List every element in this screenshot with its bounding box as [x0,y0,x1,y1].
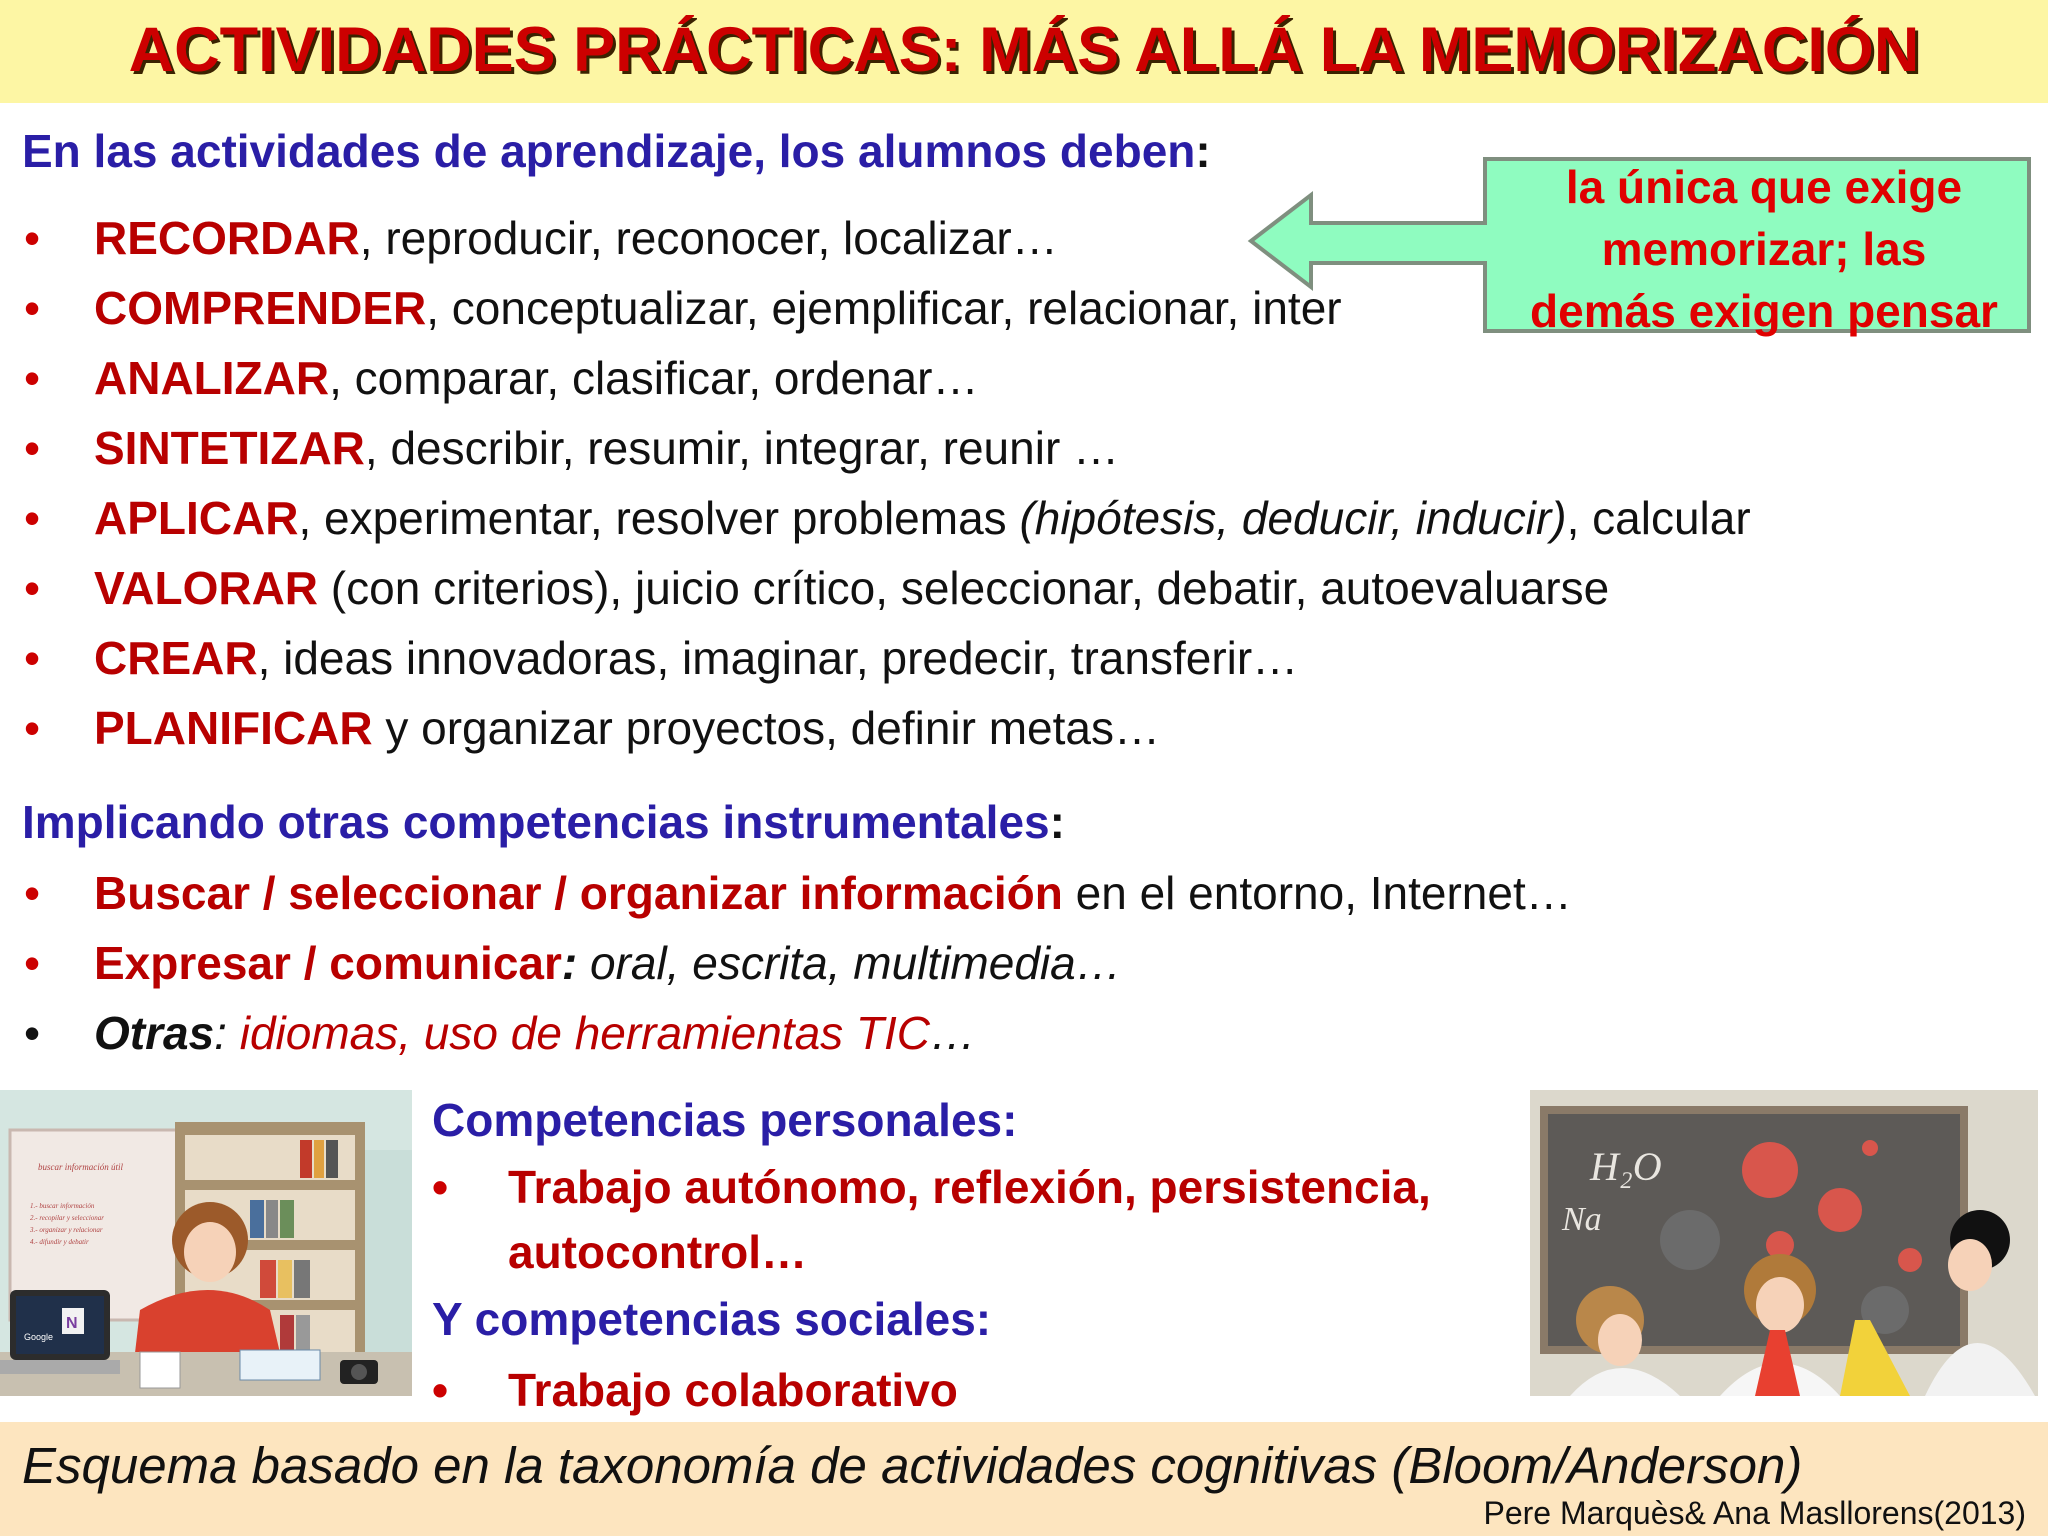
item-text-tail: , calcular [1566,492,1751,544]
student-face [184,1222,236,1282]
heading-text: Y competencias sociales [432,1293,976,1345]
board-symbol: Na [1562,1201,1602,1238]
list-item-social [432,1363,958,1417]
book [294,1260,310,1298]
book [260,1260,276,1298]
item-text: Trabajo autónomo, reflexión, persistencia, [508,1161,1431,1213]
heading-text: Competencias personales [432,1094,1003,1146]
item-colon: : [214,1007,227,1059]
laptop-screen-text: Google [24,1332,54,1342]
callout-line-3: demás exigen pensar [1530,285,1998,337]
list-item-expresar [24,936,1122,990]
board-circle [1818,1188,1862,1232]
item-text: en el entorno, Internet… [1062,867,1572,919]
book [300,1140,312,1178]
list-item-crear [24,631,1299,685]
keyword: VALORAR [94,562,319,614]
item-italic-text: (hipótesis, deducir, inducir) [1019,492,1567,544]
book [266,1200,278,1238]
list-item-otras [24,1006,977,1060]
list-item-comprender [24,281,1342,335]
heading-colon: : [975,1293,992,1345]
board-line: 3.- organizar y relacionar [30,1226,103,1234]
item-tail: … [930,1007,977,1059]
item-text: , comparar, clasificar, ordenar… [329,352,979,404]
app-letter: N [66,1315,78,1332]
slide-title: ACTIVIDADES PRÁCTICAS: MÁS ALLÁ LA MEMORIZACIÓN [128,15,1920,85]
item-text: , conceptualizar, ejemplificar, relacionar, inter [426,282,1342,334]
list-item-planificar [24,701,1160,755]
footer-credit: Pere Marquès& Ana Masllorens(2013) [1483,1495,2026,1531]
book [314,1140,324,1178]
book [280,1315,294,1353]
keyword: PLANIFICAR [94,702,373,754]
student-mid-face [1756,1277,1804,1333]
board-circle [1898,1248,1922,1272]
board-line: 1.- buscar información [30,1202,95,1210]
laptop-base [0,1360,120,1374]
heading-text: En las actividades de aprendizaje, los alumnos deben [22,125,1196,177]
lab-students-illustration [1530,1090,2038,1396]
book [280,1200,294,1238]
bullet: • [24,352,41,404]
list-item-recordar [24,211,1058,265]
keyword: Otras [94,1007,215,1059]
bullet: • [24,937,41,989]
callout-line-1: la única que exige [1565,161,1963,213]
bullet: • [24,1007,41,1059]
item-text: , describir, resumir, integrar, reunir … [364,422,1120,474]
keyword: COMPRENDER [94,282,427,334]
bullet: • [432,1364,449,1416]
notebook [140,1352,180,1388]
section-heading-instrumental [22,795,1065,849]
student-left-face [1598,1314,1642,1366]
callout-line-2: memorizar; las [1601,223,1927,275]
bullet: • [24,632,41,684]
section-heading-activities [22,124,1211,178]
keyword: CREAR [94,632,258,684]
board-line: 2.- recopilar y seleccionar [30,1214,104,1222]
list-item-personal [432,1160,1431,1214]
student-study-illustration [0,1090,412,1396]
section-heading-personal [432,1093,1017,1147]
item-text: Trabajo colaborativo [508,1364,958,1416]
list-item-personal-cont: autocontrol… [508,1226,807,1278]
item-text: (con criterios), juicio crítico, seleccionar, debatir, autoevaluarse [318,562,1610,614]
keyword: RECORDAR [94,212,360,264]
keyword: Buscar / seleccionar / organizar información [94,867,1063,919]
item-text: , reproducir, reconocer, localizar… [359,212,1058,264]
book [250,1200,264,1238]
item-text: y organizar proyectos, definir metas… [372,702,1160,754]
heading-colon: : [1195,125,1211,177]
section-heading-social [432,1292,991,1346]
item-text: idiomas, uso de herramientas TIC [226,1007,931,1059]
board-line: 4.- difundir y debatir [30,1238,89,1246]
board-formula: H₂O [1590,1144,1662,1189]
bullet: • [24,492,41,544]
callout-text [1480,156,2048,342]
item-colon: : [561,937,578,989]
laptop-screen [16,1296,104,1354]
item-text: , ideas innovadoras, imaginar, predecir, transferir… [257,632,1299,684]
keyword: Expresar / comunicar [94,937,562,989]
open-book [240,1350,320,1380]
board-title: buscar información útil [38,1162,123,1172]
keyword: ANALIZAR [94,352,330,404]
book [278,1260,292,1298]
keyword: SINTETIZAR [94,422,365,474]
heading-colon: : [1049,796,1065,848]
heading-colon: : [1002,1094,1018,1146]
bullet: • [24,282,41,334]
item-text: oral, escrita, multimedia… [577,937,1122,989]
list-item-analizar [24,351,979,405]
list-item-sintetizar [24,421,1120,475]
list-item-valorar [24,561,1610,615]
board-circle [1862,1140,1878,1156]
list-item-aplicar [24,491,1751,545]
student-right-face [1948,1239,1992,1291]
book [326,1140,338,1178]
item-text: , experimentar, resolver problemas [298,492,1020,544]
bullet: • [24,422,41,474]
bullet: • [24,212,41,264]
list-item-buscar [24,866,1572,920]
keyword: APLICAR [94,492,299,544]
book [296,1315,310,1353]
heading-text: Implicando otras competencias instrumentales [22,796,1050,848]
board-circle [1742,1142,1798,1198]
bullet: • [432,1161,449,1213]
bullet: • [24,867,41,919]
bullet: • [24,562,41,614]
footer-text: Esquema basado en la taxonomía de actividades cognitivas (Bloom/Anderson) [22,1437,1803,1494]
bullet: • [24,702,41,754]
